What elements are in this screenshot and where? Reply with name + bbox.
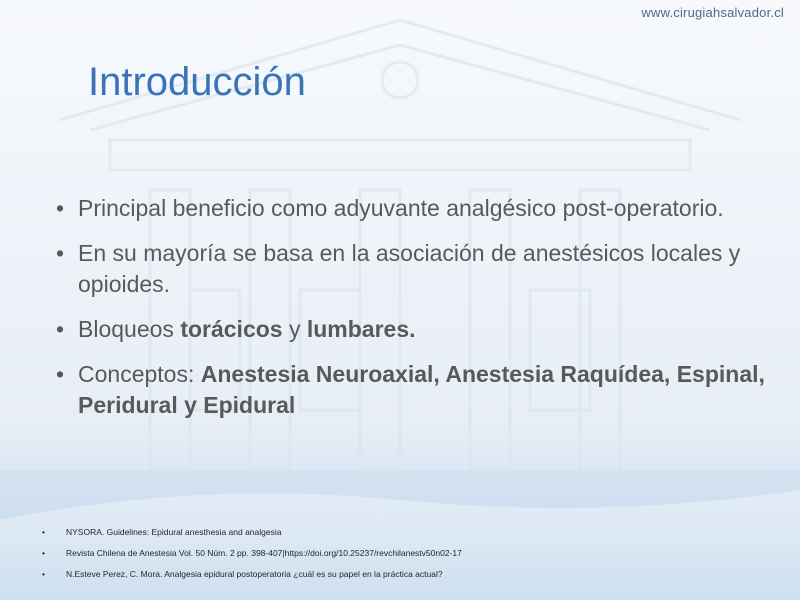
bullet-bold-text: lumbares. — [306, 316, 416, 342]
bullet-list — [56, 193, 771, 435]
bullet-bold-text: Anestesia Neuroaxial, Anestesia Raquídea, Espinal, Peridural y Epidural — [78, 361, 765, 418]
bullet-item — [56, 314, 771, 345]
bullet-text: Principal beneficio como adyuvante analgésico post-operatorio. — [78, 195, 724, 221]
website-url: www.cirugiahsalvador.cl — [641, 5, 784, 20]
references-list — [42, 527, 782, 590]
bullet-bold-text: torácicos — [180, 316, 283, 342]
bullet-text: y — [282, 316, 307, 342]
slide-title: Introducción — [88, 60, 306, 104]
reference-item: • N.Esteve Perez, C. Mora. Analgesia epidural postoperatoria ¿cuál es su papel en la práctica actual? — [42, 569, 782, 580]
reference-item: • NYSORA. Guidelines: Epidural anesthesia and analgesia — [42, 527, 782, 538]
bullet-item — [56, 359, 771, 421]
bullet-item — [56, 238, 771, 300]
bullet-text: Conceptos: — [78, 361, 201, 387]
bullet-text: Bloqueos — [78, 316, 181, 342]
reference-item: • Revista Chilena de Anestesia Vol. 50 Núm. 2 pp. 398-407|https://doi.org/10.25237/revchilanestv50n02-17 — [42, 548, 782, 559]
bullet-text: En su mayoría se basa en la asociación de anestésicos locales y opioides. — [78, 240, 741, 297]
bullet-item — [56, 193, 771, 224]
